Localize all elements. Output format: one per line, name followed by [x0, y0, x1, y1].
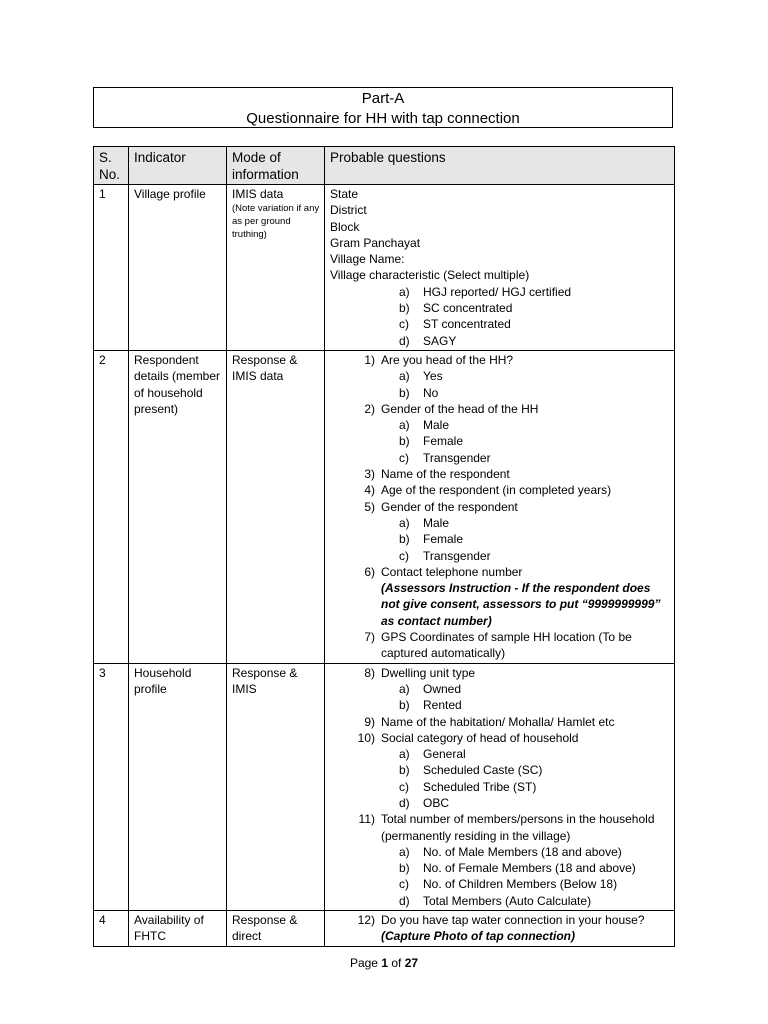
total-pages: 27	[404, 956, 419, 970]
option-item: b) Female	[399, 532, 464, 547]
option-item: c) Transgender	[399, 450, 491, 465]
question-item: 6) Contact telephone number	[364, 564, 523, 579]
row-mode: Response & IMIS data	[227, 350, 325, 663]
assessor-instruction: (Assessors Instruction - If the respondent does not give consent, assessors to put “9999999999” as contact number)	[381, 581, 661, 628]
row-indicator: Village profile	[129, 185, 227, 351]
question-item: 8) Dwelling unit type	[364, 665, 476, 680]
table-row	[94, 911, 675, 947]
row-questions	[325, 350, 675, 663]
row-indicator: Household profile	[129, 663, 227, 910]
header-indicator: Indicator	[129, 147, 227, 185]
table-row	[94, 663, 675, 910]
option-item: c) Scheduled Tribe (ST)	[399, 779, 537, 794]
document-title: Questionnaire for HH with tap connection	[246, 110, 520, 127]
row-questions	[325, 911, 675, 947]
question-item: 2) Gender of the head of the HH	[364, 401, 539, 416]
table-row	[94, 350, 675, 663]
option-item: c) Transgender	[399, 548, 491, 563]
question-line: Village Name:	[330, 252, 405, 267]
row-questions	[325, 663, 675, 910]
option-item: c) No. of Children Members (Below 18)	[399, 877, 618, 892]
row-questions	[325, 185, 675, 351]
question-line: Gram Panchayat	[330, 235, 421, 250]
option-item: a) HGJ reported/ HGJ certified	[399, 284, 572, 299]
option-item: b) No	[399, 385, 439, 400]
question-line: Village characteristic (Select multiple)	[330, 268, 530, 283]
option-item: a) General	[399, 747, 466, 762]
option-item: a) No. of Male Members (18 and above)	[399, 844, 622, 859]
page-footer	[0, 956, 768, 970]
option-item: b) Scheduled Caste (SC)	[399, 763, 543, 778]
question-line: State	[330, 187, 359, 201]
question-item: 10) Social category of head of household	[357, 730, 579, 745]
header-mode: Mode of information	[227, 147, 325, 185]
question-item: 3) Name of the respondent	[364, 467, 510, 482]
option-item: b) SC concentrated	[399, 301, 513, 316]
option-item: b) Rented	[399, 698, 462, 713]
row-indicator: Respondent details (member of household present)	[129, 350, 227, 663]
option-item: a) Yes	[399, 369, 443, 384]
current-page: 1	[381, 956, 388, 970]
question-item: 12) Do you have tap water connection in your house?	[357, 913, 645, 928]
option-item: d) SAGY	[399, 333, 457, 348]
option-item: d) OBC	[399, 795, 450, 810]
footer-of: of	[388, 956, 405, 970]
row-sno: 3	[94, 663, 129, 910]
option-item: d) Total Members (Auto Calculate)	[399, 893, 592, 908]
question-item: 7) GPS Coordinates of sample HH location (To be captured automatically)	[364, 630, 632, 661]
option-item: b) No. of Female Members (18 and above)	[399, 861, 636, 876]
footer-prefix: Page	[349, 956, 382, 970]
mode-text: IMIS data	[232, 187, 284, 201]
option-item: c) ST concentrated	[399, 317, 511, 332]
option-item: a) Male	[399, 418, 450, 433]
table-row	[94, 185, 675, 351]
question-line: Block	[330, 219, 360, 234]
assessor-instruction: (Capture Photo of tap connection)	[381, 929, 575, 944]
row-sno: 1	[94, 185, 129, 351]
question-item: 11) Total number of members/persons in the household (permanently residing in the village)	[358, 812, 655, 843]
option-item: a) Owned	[399, 681, 462, 696]
table-header-row	[94, 147, 675, 185]
row-sno: 4	[94, 911, 129, 947]
question-item: 1) Are you head of the HH?	[364, 352, 514, 367]
title-box	[93, 87, 673, 128]
row-mode: Response & IMIS	[227, 663, 325, 910]
part-label: Part-A	[361, 90, 405, 107]
row-mode: Response & direct	[227, 911, 325, 947]
mode-note: (Note variation if any as per ground truthing)	[232, 203, 320, 241]
row-sno: 2	[94, 350, 129, 663]
row-mode	[227, 185, 325, 351]
row-indicator: Availability of FHTC	[129, 911, 227, 947]
question-line: District	[330, 203, 367, 218]
header-questions: Probable questions	[325, 147, 675, 185]
question-item: 4) Age of the respondent (in completed years)	[364, 483, 612, 498]
header-sno: S. No.	[94, 147, 129, 185]
option-item: a) Male	[399, 515, 450, 530]
option-item: b) Female	[399, 434, 464, 449]
questionnaire-table	[93, 146, 675, 947]
question-item: 9) Name of the habitation/ Mohalla/ Hamlet etc	[364, 714, 615, 729]
question-item: 5) Gender of the respondent	[364, 499, 518, 514]
